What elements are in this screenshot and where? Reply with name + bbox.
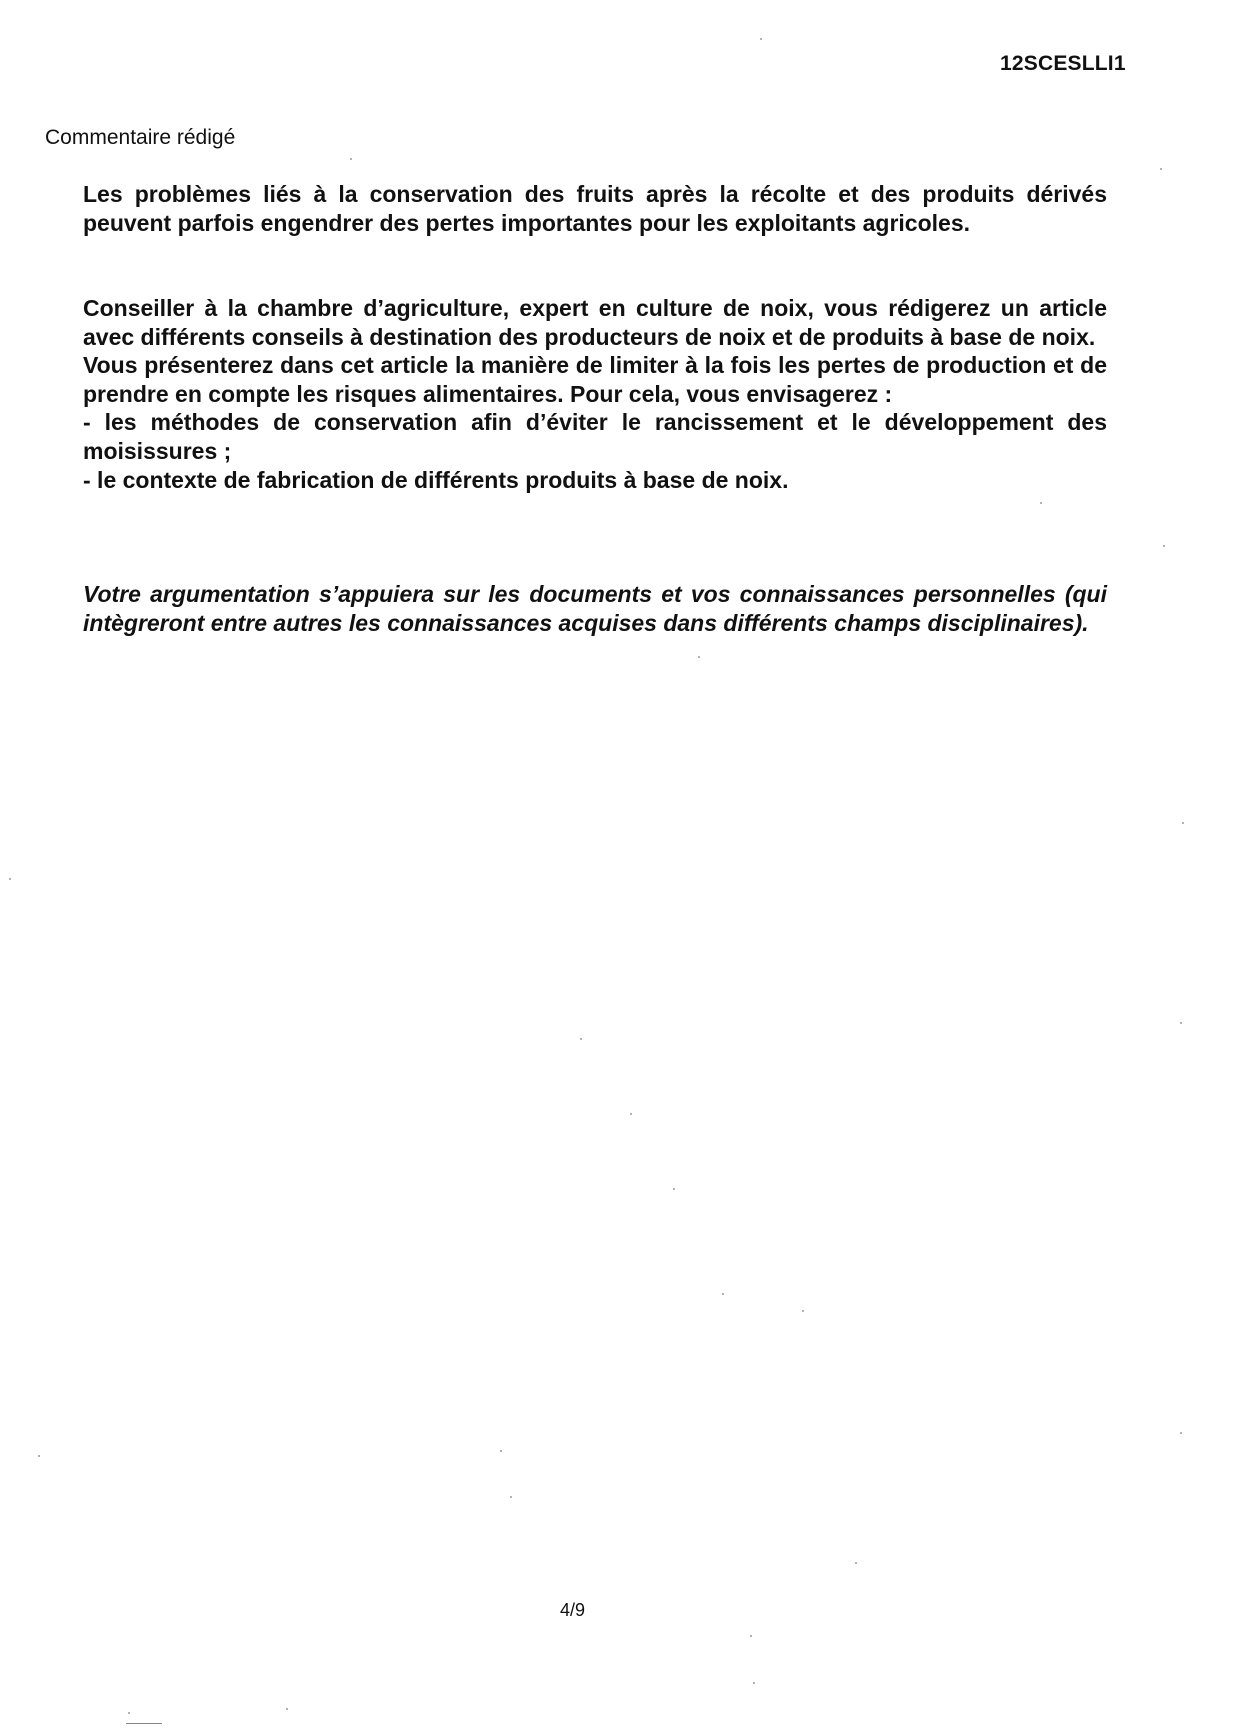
scan-speck (38, 1455, 40, 1457)
scan-speck (1180, 1432, 1182, 1434)
assignment-line-2: Vous présenterez dans cet article la manière de limiter à la fois les pertes de production et de prendre en compte les risques alimentaires. Pour cela, vous envisagerez : (83, 352, 1107, 407)
instruction-text: Votre argumentation s’appuiera sur les documents et vos connaissances personnelles (qui intègreront entre autres les connaissances acquises dans différents champs disciplinaires). (83, 581, 1107, 636)
bullet-item: - les méthodes de conservation afin d’éviter le rancissement et le développement des moisissures ; (83, 409, 1107, 464)
scan-speck (750, 1635, 752, 1637)
scan-speck (286, 1708, 288, 1710)
bullet-item: - le contexte de fabrication de différents produits à base de noix. (83, 466, 789, 493)
intro-text: Les problèmes liés à la conservation des fruits après la récolte et des produits dérivés peuvent parfois engendrer des pertes importantes pour les exploitants agricoles. (83, 181, 1107, 236)
scan-speck (760, 38, 762, 40)
scan-speck (128, 1712, 130, 1714)
scan-speck (9, 878, 11, 880)
assignment-block (83, 294, 1107, 494)
scan-speck (855, 1562, 857, 1564)
scan-speck (1163, 545, 1165, 547)
scan-speck (580, 1038, 582, 1040)
scan-speck (1160, 168, 1162, 170)
document-code: 12SCESLLI1 (1000, 52, 1126, 75)
assignment-line-1: Conseiller à la chambre d’agriculture, expert en culture de noix, vous rédigerez un article avec différents conseils à destination des producteurs de noix et de produits à base de noix. (83, 295, 1107, 350)
scan-speck (802, 1310, 804, 1312)
scan-speck (1180, 1022, 1182, 1024)
scan-speck (753, 1682, 755, 1684)
instruction-block (83, 580, 1107, 637)
scan-speck (673, 1188, 675, 1190)
scan-speck (1182, 822, 1184, 824)
scan-speck (500, 1450, 502, 1452)
section-title: Commentaire rédigé (45, 126, 236, 149)
page-number: 4/9 (560, 1600, 586, 1620)
intro-paragraph (83, 180, 1107, 237)
scan-speck (1040, 502, 1042, 504)
scan-speck (698, 656, 700, 658)
scan-mark (126, 1723, 162, 1724)
scan-speck (630, 1113, 632, 1115)
scan-speck (510, 1496, 512, 1498)
scan-speck (722, 1293, 724, 1295)
scan-speck (350, 158, 352, 160)
